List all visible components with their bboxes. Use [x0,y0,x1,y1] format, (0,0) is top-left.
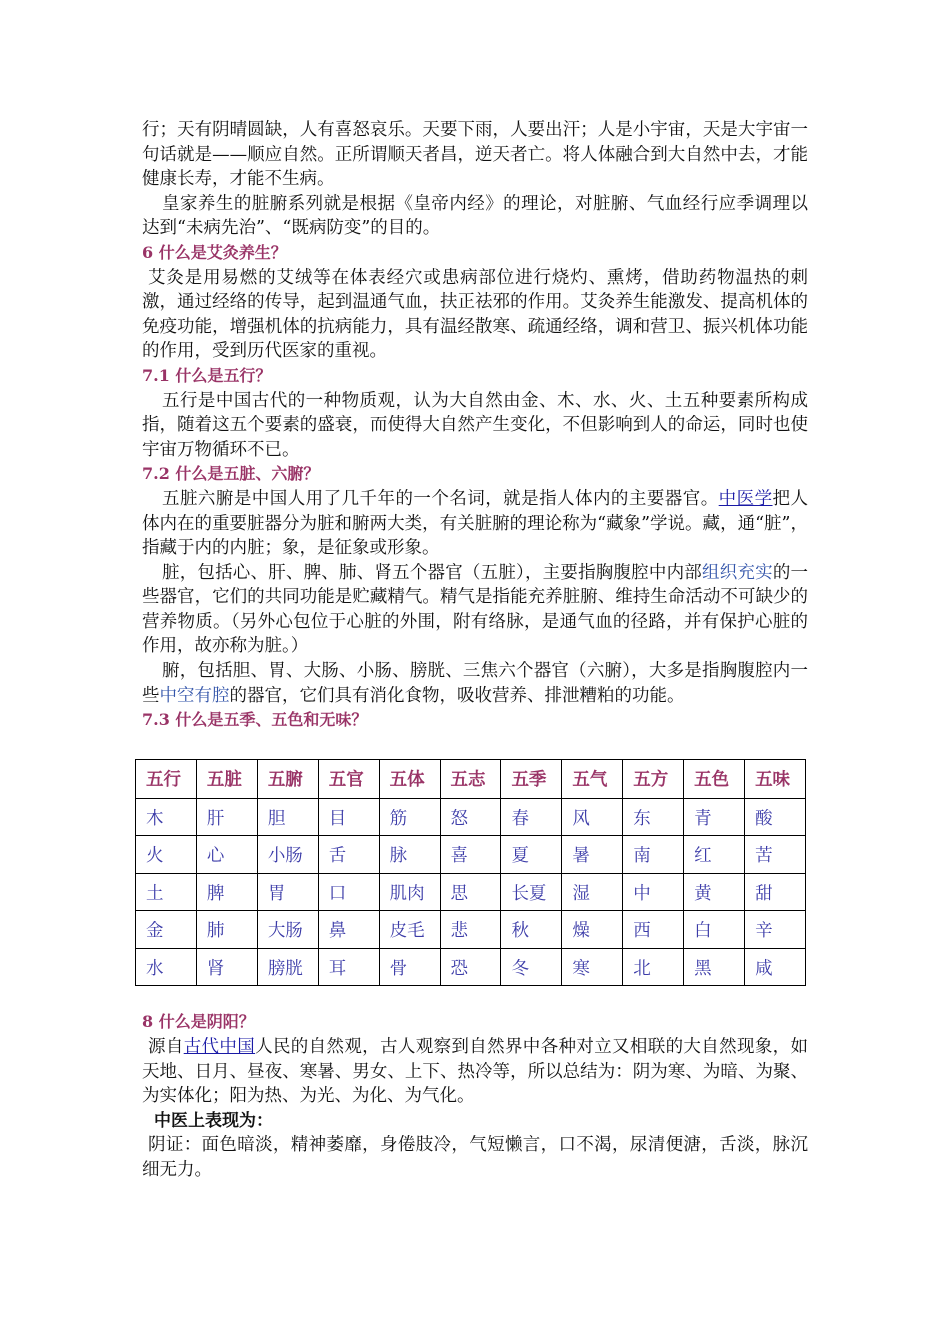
subheading-tcm-manifestation: 中医上表现为： [154,1110,273,1131]
table-cell: 长夏 [501,873,562,911]
table-row [136,798,806,836]
table-header-cell: 五体 [379,759,440,798]
tcm-link[interactable]: 中医学 [718,488,773,509]
table-cell: 恐 [440,948,501,986]
keyword-hollow: 中空有腔 [159,685,230,706]
table-cell: 思 [440,873,501,911]
table-cell: 黄 [684,873,745,911]
paragraph-fu: 腑，包括胆、胃、大肠、小肠、膀胱、三焦六个器官（六腑），大多是指胸腹腔内一些中空有腔的器官，它们具有消化食物，吸收营养、排泄糟粕的功能。 [142,661,808,706]
table-cell: 甜 [745,873,806,911]
table-cell: 春 [501,798,562,836]
table-cell: 口 [318,873,379,911]
table-cell: 夏 [501,836,562,874]
paragraph-yin-syndrome: 阴证：面色暗淡，精神萎靡，身倦肢冷，气短懒言，口不渴，尿清便溏，舌淡，脉沉细无力。 [142,1135,808,1180]
table-cell: 肝 [196,798,257,836]
table-header-cell: 五官 [318,759,379,798]
five-elements-table [135,759,806,987]
table-cell: 湿 [562,873,623,911]
table-cell: 膀胱 [257,948,318,986]
table-cell: 舌 [318,836,379,874]
table-header-cell: 五季 [501,759,562,798]
table-header-cell: 五气 [562,759,623,798]
table-cell: 胆 [257,798,318,836]
keyword-solid-tissue: 组织充实 [702,562,773,583]
table-cell: 秋 [501,911,562,949]
table-header-cell: 五行 [136,759,197,798]
table-cell: 怒 [440,798,501,836]
paragraph-zang: 脏，包括心、肝、脾、肺、肾五个器官（五脏），主要指胸腹腔中内部组织充实的一些器官，它们的共同功能是贮藏精气。精气是指能充养脏腑、维持生命活动不可缺少的营养物质。（另外心包位于心脏的外围，附有络脉，是通气血的径路，并有保护心脏的作用，故亦称为脏。） [142,562,809,657]
table-cell: 暑 [562,836,623,874]
table-cell: 南 [623,836,684,874]
table-cell: 东 [623,798,684,836]
paragraph-royal-health: 皇家养生的脏腑系列就是根据《皇帝内经》的理论，对脏腑、气血经行应季调理以达到“未病先治”、“既病防变”的目的。 [142,193,808,239]
table-cell: 大肠 [257,911,318,949]
heading-five-elements: 7.1 什么是五行？ [142,365,272,385]
table-cell: 耳 [318,948,379,986]
table-cell: 肾 [196,948,257,986]
table-cell: 火 [136,836,197,874]
table-header-cell: 五脏 [196,759,257,798]
paragraph-yin-yang: 源自古代中国人民的自然观，古人观察到自然界中各种对立又相联的大自然现象，如天地、日月、昼夜、寒暑、男女、上下、热冷等，所以总结为：阴为寒、为暗、为聚、为实体化；阳为热、为光、为化、为气化。 [142,1036,809,1107]
table-cell: 肺 [196,911,257,949]
table-cell: 西 [623,911,684,949]
table-cell: 红 [684,836,745,874]
table-cell: 水 [136,948,197,986]
table-cell: 冬 [501,948,562,986]
table-cell: 白 [684,911,745,949]
table-cell: 骨 [379,948,440,986]
table-cell: 脉 [379,836,440,874]
table-header-cell: 五色 [684,759,745,798]
table-cell: 酸 [745,798,806,836]
document-page [142,118,808,1183]
table-cell: 燥 [562,911,623,949]
paragraph-moxibustion: 艾灸是用易燃的艾绒等在体表经穴或患病部位进行烧灼、熏烤，借助药物温热的刺激，通过经络的传导，起到温通气血，扶正祛邪的作用。艾灸养生能激发、提高机体的免疫功能，增强机体的抗病能力，具有温经散寒、疏通经络，调和营卫、振兴机体功能的作用，受到历代医家的重视。 [142,267,808,362]
table-cell: 土 [136,873,197,911]
table-row [136,911,806,949]
paragraph-five-elements: 五行是中国古代的一种物质观，认为大自然由金、木、水、火、土五种要素所构成指，随着这五个要素的盛衰，而使得大自然产生变化，不但影响到人的命运，同时也使宇宙万物循环不已。 [142,390,808,460]
table-row [136,836,806,874]
table-cell: 苦 [745,836,806,874]
table-cell: 胃 [257,873,318,911]
table-cell: 中 [623,873,684,911]
table-header-cell: 五志 [440,759,501,798]
table-header-cell: 五腑 [257,759,318,798]
table-cell: 木 [136,798,197,836]
table-cell: 肌肉 [379,873,440,911]
ancient-china-link[interactable]: 古代中国 [183,1036,256,1057]
heading-five-seasons: 7.3 什么是五季、五色和无味？ [142,710,368,730]
table-cell: 小肠 [257,836,318,874]
heading-organs: 7.2 什么是五脏、六腑？ [142,464,320,484]
paragraph-organs: 五脏六腑是中国人用了几千年的一个名词，就是指人体内的主要器官。中医学把人体内在的重要脏器分为脏和腑两大类，有关脏腑的理论称为“藏象”学说。藏，通“脏”，指藏于内的内脏；象，是征象或形象。 [142,488,809,559]
table-header-cell: 五方 [623,759,684,798]
heading-yin-yang: 8 什么是阴阳？ [142,1012,255,1032]
table-cell: 筋 [379,798,440,836]
table-row [136,873,806,911]
table-cell: 金 [136,911,197,949]
table-cell: 辛 [745,911,806,949]
table-cell: 脾 [196,873,257,911]
table-cell: 皮毛 [379,911,440,949]
table-cell: 寒 [562,948,623,986]
table-row [136,948,806,986]
table-cell: 悲 [440,911,501,949]
table-cell: 北 [623,948,684,986]
table-cell: 青 [684,798,745,836]
table-cell: 心 [196,836,257,874]
table-cell: 鼻 [318,911,379,949]
table-cell: 咸 [745,948,806,986]
paragraph-intro: 行；天有阴晴圆缺，人有喜怒哀乐。天要下雨，人要出汗；人是小宇宙，天是大宇宙一句话就是——顺应自然。正所谓顺天者昌，逆天者亡。将人体融合到大自然中去，才能健康长寿，才能不生病。 [142,120,808,190]
table-cell: 黑 [684,948,745,986]
table-cell: 喜 [440,836,501,874]
table-cell: 目 [318,798,379,836]
table-header-row [136,759,806,798]
table-header-cell: 五味 [745,759,806,798]
table-cell: 风 [562,798,623,836]
heading-moxibustion: 6 什么是艾灸养生？ [142,242,287,262]
